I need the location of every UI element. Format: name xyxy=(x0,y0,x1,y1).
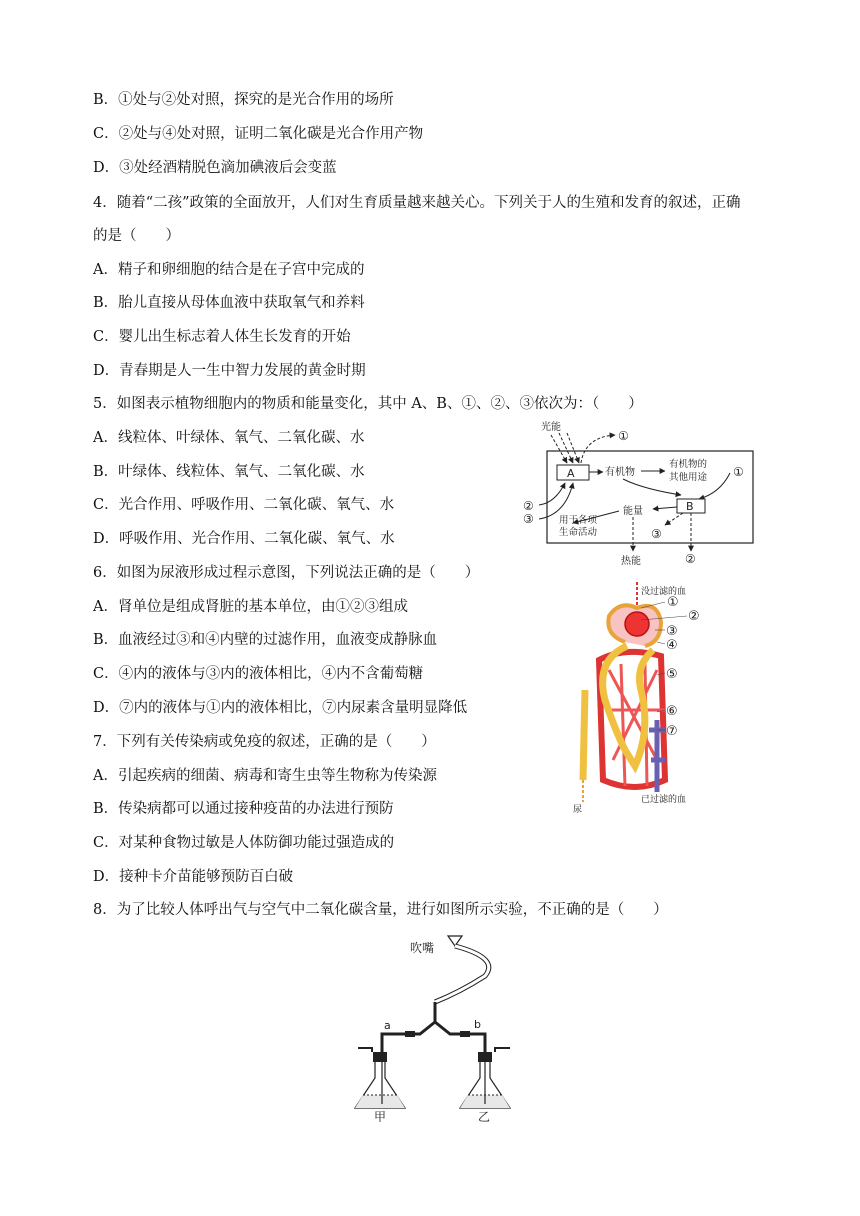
q3-option-b: B．①处与②处对照，探究的是光合作用的场所 xyxy=(93,92,394,108)
q5-option-d: D．呼吸作用、光合作用、二氧化碳、氧气、水 xyxy=(93,531,395,547)
q4-stem-line2: 的是（ ） xyxy=(93,228,180,244)
q6-option-c: C．④内的液体与③内的液体相比，④内不含葡萄糖 xyxy=(93,666,424,682)
marker-3-left: ③ xyxy=(523,512,534,526)
life-activity-label-1: 用于各项 xyxy=(559,515,598,526)
q7-option-b: B．传染病都可以通过接种疫苗的办法进行预防 xyxy=(93,801,394,817)
box-a-label: A xyxy=(567,467,575,480)
valve-b-label: b xyxy=(474,1018,481,1031)
valve-a-label: a xyxy=(384,1019,391,1032)
marker-3-bottom: ③ xyxy=(651,527,662,541)
label-6: ⑥ xyxy=(666,704,678,719)
q7-stem: 7．下列有关传染病或免疫的叙述，正确的是（ ） xyxy=(93,734,436,750)
stopper-jia xyxy=(373,1052,387,1062)
label-4: ④ xyxy=(666,638,678,653)
q7-option-d: D．接种卡介苗能够预防百白破 xyxy=(93,869,294,885)
q5-option-a: A．线粒体、叶绿体、氧气、二氧化碳、水 xyxy=(93,430,365,446)
marker-1-right: ① xyxy=(733,465,744,479)
q4-option-b: B．胎儿直接从母体血液中获取氧气和养料 xyxy=(93,295,365,311)
mouthpiece-icon xyxy=(448,936,462,946)
mouthpiece-label: 吹嘴 xyxy=(410,941,435,955)
light-energy-label: 光能 xyxy=(541,422,561,433)
collecting-duct xyxy=(583,690,585,780)
urine-label: 尿 xyxy=(573,805,583,815)
clamp-b xyxy=(460,1031,470,1037)
filtered-blood-label: 已过滤的血 xyxy=(641,795,687,805)
q6-option-b: B．血液经过③和④内壁的过滤作用，血液变成静脉血 xyxy=(93,632,438,648)
q4-stem-line1: 4．随着“二孩”政策的全面放开，人们对生育质量越来越关心。下列关于人的生殖和发育的叙述，正确 xyxy=(93,195,741,211)
marker-1-top: ① xyxy=(618,429,629,443)
q6-stem: 6．如图为尿液形成过程示意图，下列说法正确的是（ ） xyxy=(93,565,480,581)
glomerulus xyxy=(625,612,649,636)
label-2: ② xyxy=(688,609,700,624)
clamp-a xyxy=(405,1031,415,1037)
flask-yi-label: 乙 xyxy=(478,1110,491,1122)
label-3: ③ xyxy=(666,624,678,639)
stopper-yi xyxy=(478,1052,492,1062)
q5-option-b: B．叶绿体、线粒体、氧气、二氧化碳、水 xyxy=(93,464,365,480)
label-5: ⑤ xyxy=(666,667,678,682)
q5-option-c: C．光合作用、呼吸作用、二氧化碳、氧气、水 xyxy=(93,497,395,513)
label-7: ⑦ xyxy=(666,724,678,739)
marker-2-bottom: ② xyxy=(685,552,696,566)
organic-matter-label: 有机物 xyxy=(605,467,635,478)
q7-option-c: C．对某种食物过敏是人体防御功能过强造成的 xyxy=(93,835,395,851)
heat-energy-label: 热能 xyxy=(621,556,641,567)
energy-label: 能量 xyxy=(623,506,643,517)
life-activity-label-2: 生命活动 xyxy=(559,527,598,538)
flask-jia-label: 甲 xyxy=(374,1110,387,1122)
q8-stem: 8．为了比较人体呼出气与空气中二氧化碳含量，进行如图所示实验，不正确的是（ ） xyxy=(93,902,668,918)
q6-option-a: A．肾单位是组成肾脏的基本单位，由①②③组成 xyxy=(93,599,408,615)
q6-option-d: D．⑦内的液体与①内的液体相比，⑦内尿素含量明显降低 xyxy=(93,700,468,716)
q3-option-d: D．③处经酒精脱色滴加碘液后会变蓝 xyxy=(93,160,337,176)
unfiltered-blood-label: 没过滤的血 xyxy=(641,587,687,597)
label-1: ① xyxy=(667,595,679,610)
other-use-label-2: 其他用途 xyxy=(669,472,708,483)
box-b-label: B xyxy=(686,500,694,513)
marker-2-left: ② xyxy=(523,499,534,513)
plant-cell-energy-diagram xyxy=(515,415,770,570)
q4-option-a: A．精子和卵细胞的结合是在子宫中完成的 xyxy=(93,262,365,278)
q7-option-a: A．引起疾病的细菌、病毒和寄生虫等生物称为传染源 xyxy=(93,768,437,784)
q5-stem: 5．如图表示植物细胞内的物质和能量变化，其中 A、B、①、②、③依次为：（ ） xyxy=(93,396,643,412)
q3-option-c: C．②处与④处对照，证明二氧化碳是光合作用产物 xyxy=(93,126,424,142)
breath-co2-apparatus xyxy=(350,930,520,1122)
other-use-label-1: 有机物的 xyxy=(669,459,708,470)
q4-option-c: C．婴儿出生标志着人体生长发育的开始 xyxy=(93,329,351,345)
nephron-diagram xyxy=(565,580,735,815)
q4-option-d: D．青春期是人一生中智力发展的黄金时期 xyxy=(93,363,366,379)
